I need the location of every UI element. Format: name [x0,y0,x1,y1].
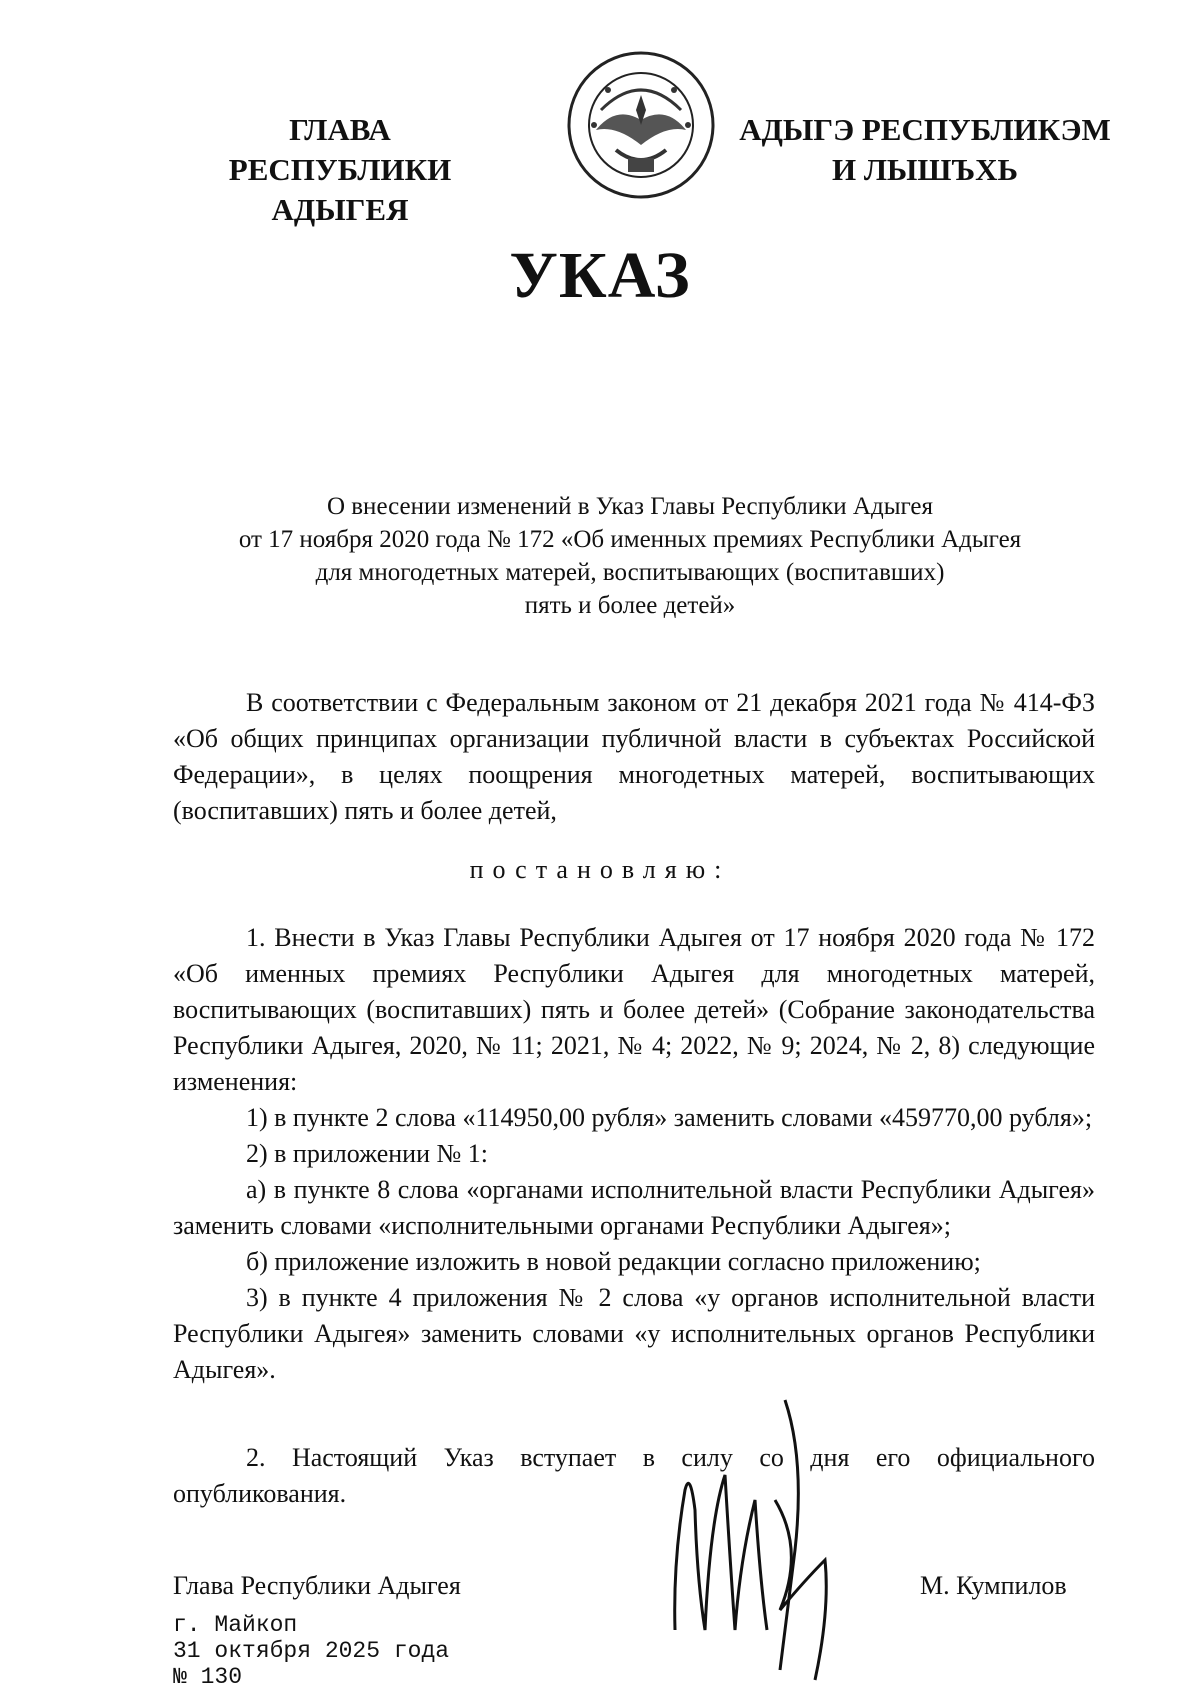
signatory-name: М. Кумпилов [920,1571,1067,1600]
header-left-line2: РЕСПУБЛИКИ АДЫГЕЯ [228,152,452,227]
signatory-title: Глава Республики Адыгея [173,1571,461,1600]
header-right-line2: И ЛЫШЪХЬ [831,152,1019,187]
preamble-paragraph: В соответствии с Федеральным законом от 21 декабря 2021 года № 414-ФЗ «Об общих принципах организации публичной власти в субъектах Российской Федерации», в целях поощрения многодетных матерей, воспитывающих (воспитавших) пять и более детей, [173,688,1095,825]
amendment-item: 2) в приложении № 1: [246,1139,489,1168]
title-line: для многодетных матерей, воспитывающих (воспитавших) [315,559,945,586]
amendment-item: 1) в пункте 2 слова «114950,00 рубля» заменить словами «459770,00 рубля»; [246,1103,1093,1132]
document-type: УКАЗ [509,239,691,312]
decree-number: № 130 [173,1664,243,1690]
title-line: от 17 ноября 2020 года № 172 «Об именных премиях Республики Адыгея [238,526,1022,553]
coat-of-arms-icon [566,50,716,200]
title-line: О внесении изменений в Указ Главы Республики Адыгея [326,493,934,520]
date: 31 октября 2025 года [173,1638,450,1664]
header-right-line1: АДЫГЭ РЕСПУБЛИКЭМ [739,112,1111,147]
header-left-line1: ГЛАВА [289,112,391,147]
place-date-number [173,1612,449,1690]
handwritten-signature-icon [655,1380,875,1690]
header-left-title [160,110,520,230]
city: г. Майкоп [173,1612,298,1638]
amendment-item: а) в пункте 8 слова «органами исполнительной власти Республики Адыгея» заменить словами «исполнительными органами Республики Адыгея»; [173,1175,1095,1240]
header-right-title [735,110,1115,190]
resolve-word: постановляю: [469,855,731,884]
amendments-list [173,920,1095,1388]
effective-clause: 2. Настоящий Указ вступает в силу со дня его официального опубликования. [173,1443,1095,1508]
amendment-item: 3) в пункте 4 приложения № 2 слова «у органов исполнительной власти Республики Адыгея» заменить словами «у исполнительных органов Республики Адыгея». [173,1283,1095,1384]
amendment-item: 1. Внести в Указ Главы Республики Адыгея от 17 ноября 2020 года № 172 «Об именных премиях Республики Адыгея для многодетных матерей, воспитывающих (воспитавших) пять и более детей» (Собрание законодательства Республики Адыгея, 2020, № 11; 2021, № 4; 2022, № 9; 2024, № 2, 8) следующие изменения: [173,923,1095,1096]
document-title [150,490,1110,622]
title-line: пять и более детей» [524,592,736,619]
amendment-item: б) приложение изложить в новой редакции согласно приложению; [246,1247,981,1276]
